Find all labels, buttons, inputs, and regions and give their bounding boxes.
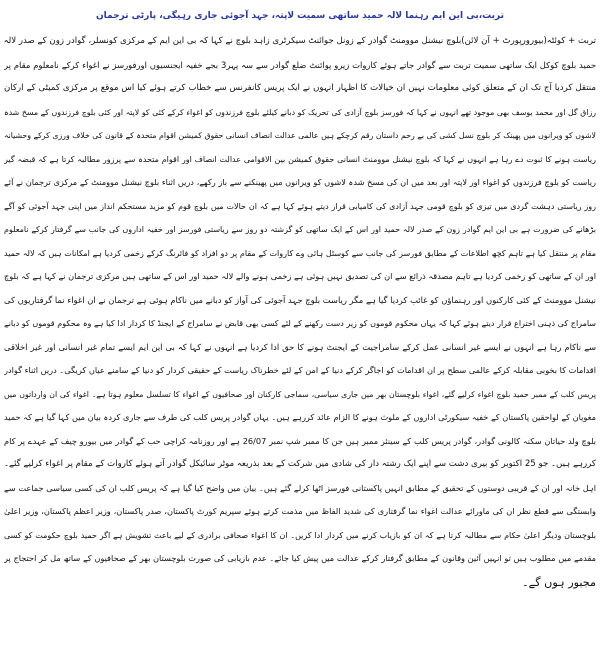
article-line: لاشوں کو ویرانوں میں پھینک کر بلوچ نسل کشی کی بے رحم داستان رقم کرچکے ہیں عالمی عدالت انصاف انسانی حقوق کمیشن اقوام متحدہ کے قانون کی خلاف ورزی کرکے وحشیانہ <box>4 131 596 140</box>
article-line: روز ریاستی دہشت گردی میں تیزی کو بلوچ قومی جہد آزادی کی کامیابی قرار دیتے ہوئے کہا ہے کہ ان حالات میں بلوچ قوم کو مزید مستحکم انداز میں اپنی جہد آجوئی کو آگے <box>4 201 596 211</box>
article-line: کررہے ہیں۔ جو 25 اکتوبر کو بیری دشت سے اپنے ایک رشتہ دار کی شادی میں شرکت کے بعد بذریعہ موٹر سائیکل گوادر آتے ہوئے کاروات کے مقام پر اغواء کرلیے گئے۔ <box>4 459 596 469</box>
article-body <box>4 30 596 594</box>
article-line: پریس کلب کے ممبر حمید بلوچ اغواء کرلیے گئے، اغواء بلوچستان بھر میں جاری سیاسی، سماجی کارکنان اور صحافیوں کے اغواء کا تسلسل معلوم ہوتا ہے۔ اغواء کی ان وارداتوں میں <box>4 389 596 399</box>
article-line: ریاست ہونے کا ثبوت دے رہا ہے انہوں نے کہا کہ بلوچ نیشنل موومنٹ انسانی حقوق کمیشن بین الاقوامی عدالت انصاف اور اقوام متحدہ سے پرزور مطالبہ کرتا ہے کہ قبضہ گیر <box>4 154 596 164</box>
article-line: مغویان کے لواحقین پاکستان کے خفیہ سیکورٹی اداروں کے ملوث ہونے کا الزام عائد کررہے ہیں۔ یہاں گوادر پریس کلب کی طرف سے جاری کردہ بیان میں کہا گیا ہے کہ حمید <box>4 412 596 422</box>
article-line: بلوچستان ودیگر اعلیٰ حکام سے مطالبہ کرتا ہے کہ ان کو بازیاب کرنے میں کردار ادا کریں۔ ان کا اغواء صحافی برادری کے لیے باعث تشویش ہے اگر حمید بلوچ حکومت کو کسی <box>4 530 596 540</box>
article-line: مجبور ہوں گے۔ <box>522 575 596 589</box>
article-line: حمید بلوچ کوکل ایک ساتھی سمیت تربت سے گوادر جاتے ہوئے کاروات زیرو پوائنٹ ضلع گوادر سے سہ پہر3 بجے خفیہ ایجنسیوں اورفورسز نے اغواء کرکے نامعلوم مقام پر <box>4 59 596 70</box>
article-line: مقدمے میں مطلوب ہیں تو انہیں آئین وقانون کے مطابق گرفتار کرکے عدالت میں پیش کیا جائے۔ عدم بازیابی کی صورت بلوچستان بھر کے صحافیوں کے ساتھ مل کر احتجاج پر <box>4 553 596 563</box>
article-line: وابستگی سے قطع نظر ان کی ماورائے عدالت اغواء نما گرفتاری کی شدید الفاظ میں مذمت کرتے ہوئے سپریم کورٹ پاکستان، صدر پاکستان، وزیر اعظم پاکستان، وزیر اعلیٰ <box>4 506 596 516</box>
article-line: سامراج کی ذہنی اختراع قرار دیتے ہوئے کہا کہ یہاں محکوم قوموں کو زیر دست رکھنے کے لئے کسی بھی قابض نے سامراج کے ایجنڈ کا کردار ادا کیا ہے وہ محکوم قوموں کو دبانے <box>4 319 596 328</box>
article-line: منتقل کردیا آج تک ان کے متعلق کوئی معلومات نہیں ان خیالات کا اظہار انہوں نے ایک پریس کانفرنس سے خطاب کرتے ہوئے کیا اس موقع پر مرکزی کمیٹی کے ارکان <box>4 83 596 93</box>
article-line: اور ان کے ساتھی کو زخمی کردیا ہے تاہم مصدقہ ذرائع سے ان کی تصدیق نہیں ہوئی ہے زخمی ہونے والے لالہ حمید اور اس کے ساتھی ہیں مرکزی ترجمان نے کہا ہے کہ بلوچ <box>4 271 596 281</box>
article-line: تربت + کوئٹہ(بیورورپورٹ + آن لائن)بلوچ نیشنل موومنٹ گوادر کے زونل جوائنٹ سیکرٹری زاہد بلوچ نے کہا کہ بی این ایم کے مرکزی کونسلر، گوادر زون کے صدر لالہ <box>4 36 596 46</box>
article-line: اہل خانہ اور ان کے قریبی دوستوں کے تحقیق کے مطابق انہیں پاکستانی فورسز اٹھا کرلے گئے ہیں۔ بیان میں واضح کیا گیا ہے کہ پریس کلب ان کی کسی سیاسی جماعت سے <box>4 482 596 493</box>
article-line: ریاست کو بلوچ فرزندوں کو اغواء اور لاپتہ اور بعد میں ان کی مسخ شدہ لاشوں کو ویرانوں میں پھینکنے سے باز رکھے، دریں اثناء بلوچ نیشنل موومنٹ کے مرکزی ترجمان نے آئے <box>4 177 596 187</box>
article-headline: تربت،بی این ایم رہنما لالہ حمید ساتھی سمیت لاپتہ، جہد آجوئی جاری رہیگی، پارٹی ترجمان <box>95 11 505 21</box>
article-line: بلوچ ولد حیاتان سکنہ کالونی گوادر، گوادر پریس کلب کے سینئر ممبر ہیں جن کا ممبر شپ نمبر 26/07 ہے اور روزنامہ کراچی حب کے گوادر میں بیورو چیف کے عہدے پر کام <box>4 435 596 446</box>
article-line: اقدامات کا بخوبی مقابلہ کرکے عالمی سطح پر ان اقدامات کو اجاگر کرکے دنیا کے امن کے لئے خطرناک ریاست کے حقیقی کردار کو دنیا کے سامنے عیاں کریگی۔ دریں اثناء گوادر <box>4 365 596 375</box>
article-line: رزاق گل اور محمد یوسف بھی موجود تھے انہوں نے کہا کہ فورسز بلوچ آزادی کی تحریک کو دبانے کیلئے بلوچ فرزندوں کو اغواء کرکے کئی کو لاپتہ اور کئی بلوچ فرزندوں کے مسخ شدہ <box>4 107 596 117</box>
article-line: سے ناکام رہا ہے انہوں نے ایسے غیر انسانی عمل کرکے سامراجیت کے ایجنٹ ہونے کا حق ادا کردیا ہے انہوں نے کہا کہ بی این ایم ایسے تمام غیر انسانی اور غیر اخلاقی <box>4 341 596 352</box>
article-line: نیشنل موومنٹ کے کئی کارکنوں اور رہنماؤں کو غائب کردیا گیا ہے مگر ریاست بلوچ جہد آجوئی کی آواز کو دبانے میں ناکام ہوئی ہے ترجمان نے ان اغواء نما گرفتاریوں کی <box>4 294 596 305</box>
article-line: بڑھانے کی ضرورت ہے بی این ایم گوادر زون کے صدر لالہ حمید اور اس کے ایک ساتھی کو گزشتہ دو روز سے ریاستی فورسز اور خفیہ اداروں کی جانب سے گرفتار کرکے نامعلوم <box>4 225 596 234</box>
article-line: مقام پر منتقل کیا ہے تاہم کچھ اطلاعات کے مطابق فورسز کی جانب سے کوسٹل ہائی وے کاروات کے مقام پر دو افراد کو فائرنگ کرکے زخمی کردیا ہے امکانات ہیں کہ لالہ حمید <box>4 248 596 258</box>
